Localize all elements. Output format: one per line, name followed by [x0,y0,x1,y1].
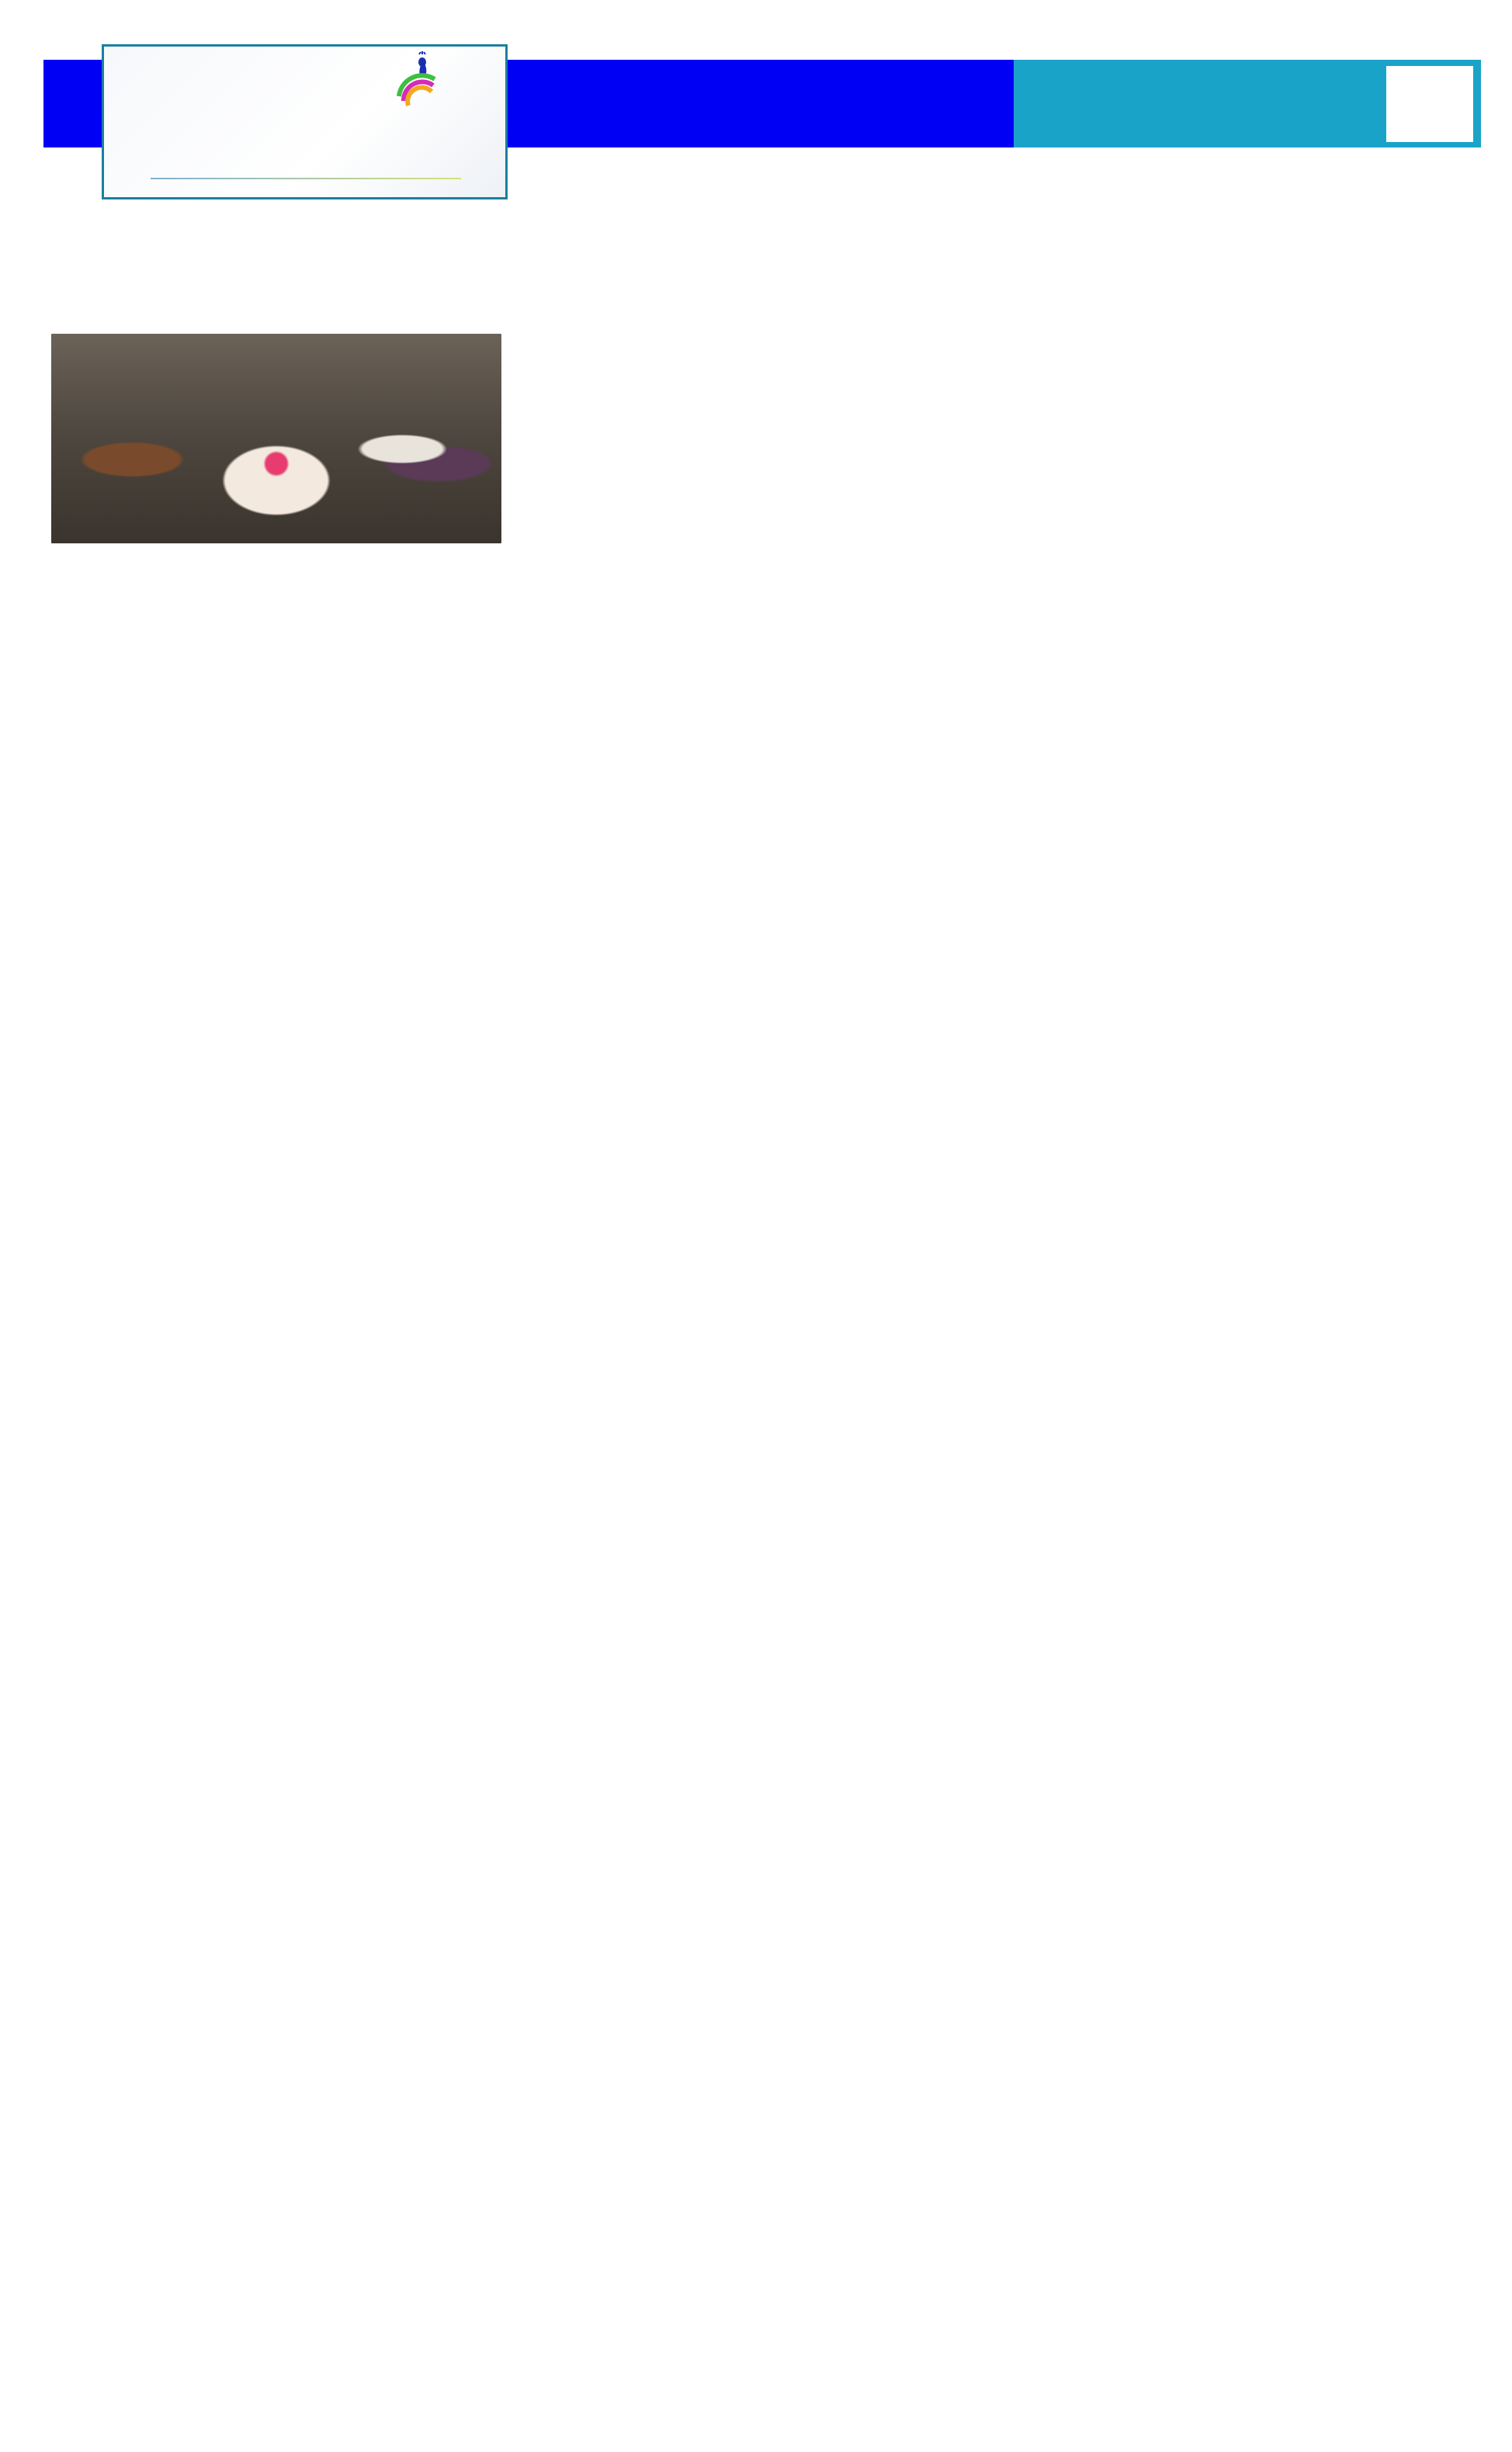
newspaper-logo [102,44,508,199]
logo-divider [151,178,461,179]
peacock-icon [391,51,438,113]
page-number [1386,66,1473,142]
temple-photo [51,334,501,543]
